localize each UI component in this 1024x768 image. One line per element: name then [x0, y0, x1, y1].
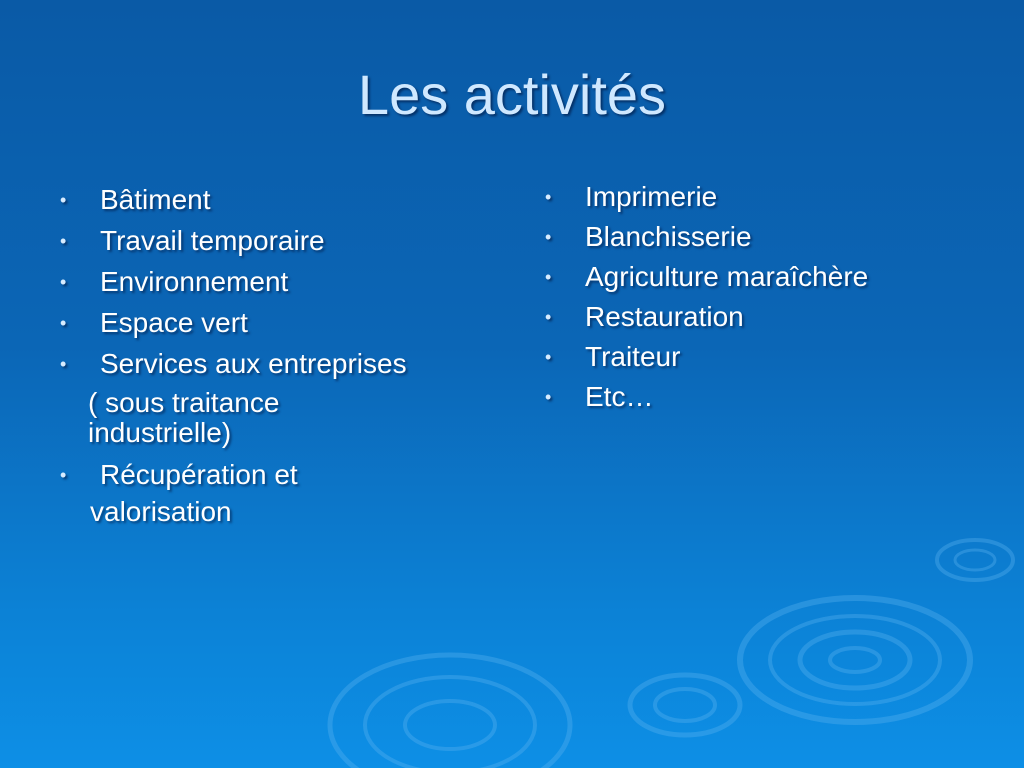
list-item-label: Travail temporaire	[100, 225, 325, 256]
list-item-label: Services aux entreprises	[100, 348, 407, 379]
list-item	[545, 220, 1005, 254]
bullet-icon: •	[60, 272, 67, 292]
list-item-label: Restauration	[585, 301, 744, 332]
list-item	[60, 224, 500, 258]
list-item-continuation: valorisation	[90, 496, 232, 527]
bullet-icon: •	[60, 231, 67, 251]
list-item	[545, 260, 1005, 294]
list-item-label: Récupération et	[100, 459, 298, 490]
left-activity-list	[60, 183, 500, 537]
list-item-continuation: ( sous traitance industrielle)	[88, 387, 280, 448]
list-item-label: Espace vert	[100, 307, 248, 338]
list-item	[60, 265, 500, 299]
bullet-icon: •	[545, 267, 552, 287]
list-item	[60, 306, 500, 340]
list-item	[545, 340, 1005, 374]
bullet-icon: •	[545, 347, 552, 367]
bullet-icon: •	[60, 354, 67, 374]
slide-title: Les activités	[357, 63, 667, 126]
list-item-label: Blanchisserie	[585, 221, 752, 252]
list-item	[60, 183, 500, 217]
list-item-label: Environnement	[100, 266, 289, 297]
list-item	[545, 180, 1005, 214]
bullet-icon: •	[60, 313, 67, 333]
bullet-icon: •	[60, 190, 67, 210]
bullet-icon: •	[60, 465, 67, 485]
list-item	[60, 347, 500, 381]
list-item-label: Agriculture maraîchère	[585, 261, 869, 292]
list-item-label: Imprimerie	[585, 181, 718, 212]
list-item-label: Bâtiment	[100, 184, 211, 215]
bullet-icon: •	[545, 387, 552, 407]
bullet-icon: •	[545, 187, 552, 207]
list-item	[545, 380, 1005, 414]
right-activity-list	[545, 180, 1005, 420]
list-item	[60, 458, 500, 492]
list-item-label: Traiteur	[585, 341, 681, 372]
list-item-label: Etc…	[585, 381, 654, 412]
bullet-icon: •	[545, 227, 552, 247]
bullet-icon: •	[545, 307, 552, 327]
list-item	[545, 300, 1005, 334]
